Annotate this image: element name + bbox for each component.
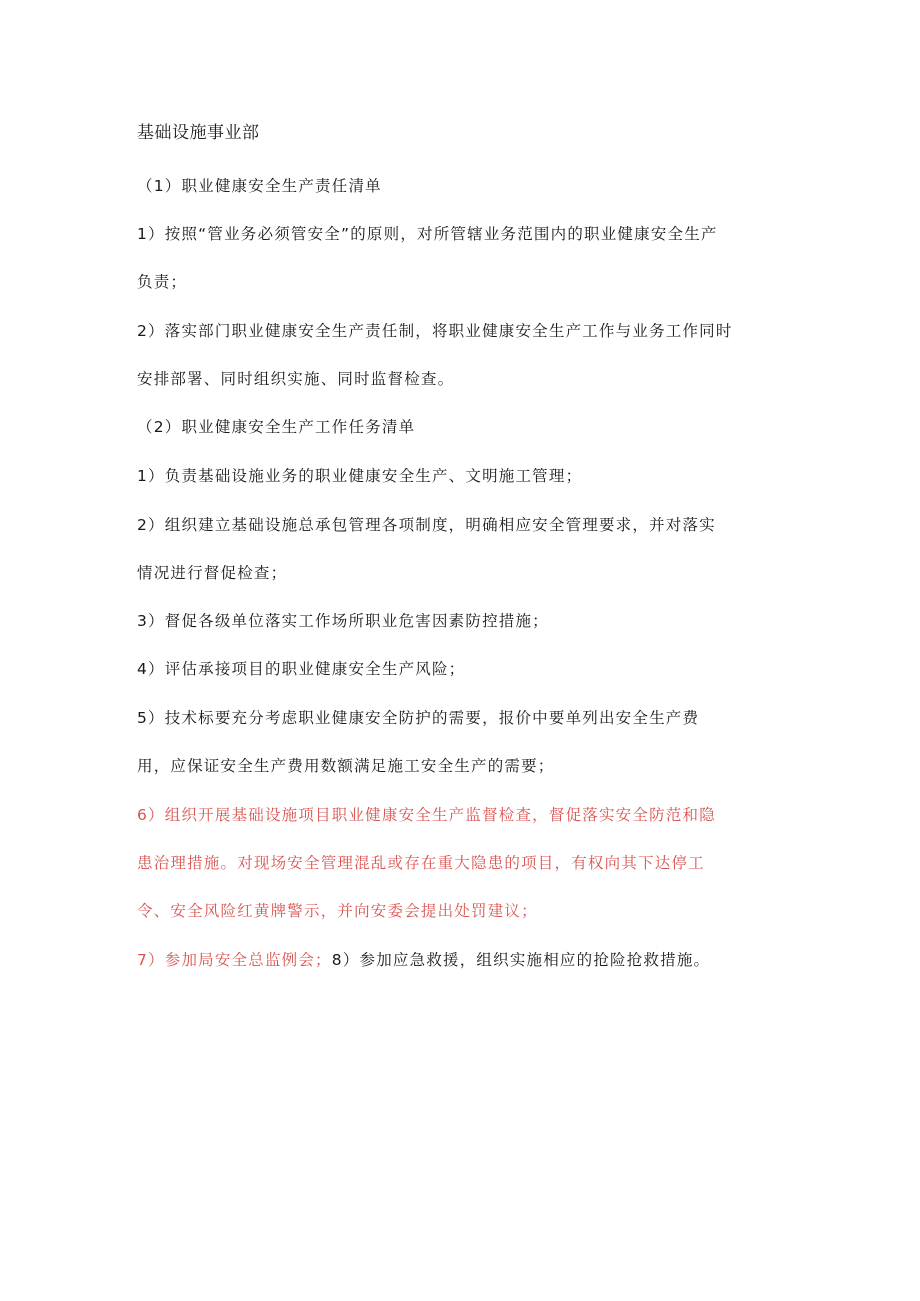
s2-item6-line3: 令、安全风险红黄牌警示，并向安委会提出处罚建议； (137, 902, 538, 920)
s2-item1: 1）负责基础设施业务的职业健康安全生产、文明施工管理； (137, 467, 583, 485)
s2-items-7-8-line (137, 950, 710, 970)
s1-item1-line1: 1）按照“管业务必须管安全”的原则，对所管辖业务范围内的职业健康安全生产 (137, 225, 718, 243)
s1-item2-line1: 2）落实部门职业健康安全生产责任制，将职业健康安全生产工作与业务工作同时 (137, 322, 733, 340)
s2-item5-line1: 5）技术标要充分考虑职业健康安全防护的需要，报价中要单列出安全生产费 (137, 709, 700, 727)
s1-item2-line2: 安排部署、同时组织实施、同时监督检查。 (137, 370, 455, 388)
s2-item8: 8）参加应急救援，组织实施相应的抢险抢救措施。 (331, 951, 711, 969)
s2-item7: 7）参加局安全总监例会； (137, 951, 332, 969)
s2-item2-line2: 情况进行督促检查； (137, 564, 288, 582)
s2-item6-line2: 患治理措施。对现场安全管理混乱或存在重大隐患的项目，有权向其下达停工 (137, 854, 705, 872)
section1-heading: （1）职业健康安全生产责任清单 (137, 177, 382, 195)
s2-item4: 4）评估承接项目的职业健康安全生产风险； (137, 660, 466, 678)
s2-item3: 3）督促各级单位落实工作场所职业危害因素防控措施； (137, 612, 549, 630)
s2-item6-line1: 6）组织开展基础设施项目职业健康安全生产监督检查，督促落实安全防范和隐 (137, 806, 716, 824)
s1-item1-line2: 负责； (137, 273, 188, 291)
section2-heading: （2）职业健康安全生产工作任务清单 (137, 418, 416, 436)
s2-item2-line1: 2）组织建立基础设施总承包管理各项制度，明确相应安全管理要求，并对落实 (137, 516, 716, 534)
document-title: 基础设施事业部 (137, 123, 260, 143)
s2-item5-line2: 用，应保证安全生产费用数额满足施工安全生产的需要； (137, 757, 555, 775)
